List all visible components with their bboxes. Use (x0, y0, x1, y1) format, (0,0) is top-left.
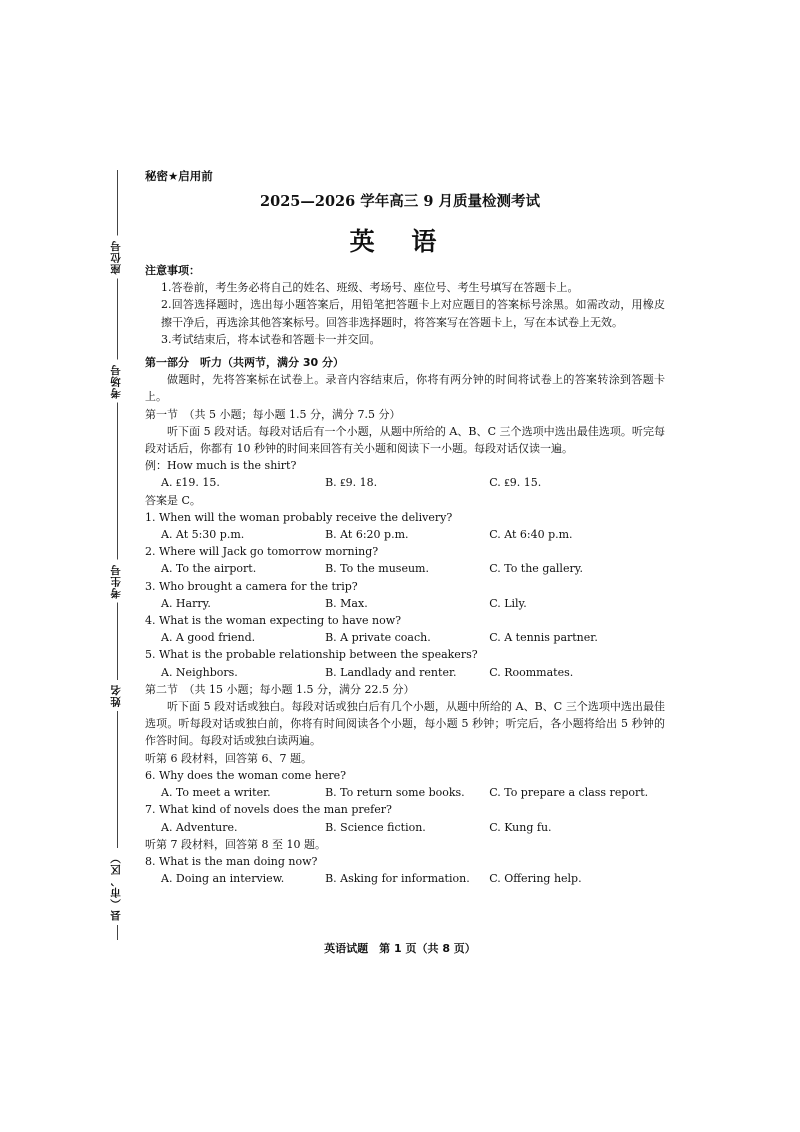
question-text: 5. What is the probable relationship between the speakers? (145, 648, 478, 662)
county-label: 县（市、区） (108, 848, 126, 925)
option-b: B. Max. (325, 596, 368, 610)
exam-title: 2025—2026 学年高三 9 月质量检测考试 (260, 193, 540, 210)
exam-content (145, 262, 665, 887)
question-options (145, 526, 665, 543)
student-number-label: 考生号 (108, 560, 126, 603)
part1-heading: 第一部分 听力（共两节，满分 30 分） (145, 356, 344, 370)
question-text: 6. Why does the woman come here? (145, 768, 347, 782)
seat-number-label: 座位号 (108, 236, 126, 279)
notice-heading: 注意事项： (145, 264, 200, 277)
option-b: B. Landlady and renter. (325, 665, 457, 679)
section1-heading: 第一节 （共 5 小题；每小题 1.5 分，满分 7.5 分） (145, 407, 401, 421)
section2-questions-b (145, 853, 665, 887)
example-option-c: C. ₤9. 15. (489, 476, 542, 490)
section2-intro: 听下面 5 段对话或独白。每段对话或独白后有几个小题，从题中所给的 A、B、C 三个选项中选出最佳选项。听每段对话或独白前，你将有时间阅读各个小题，每小题 5 秒钟；听完后，各小题将给出 5 秒钟的作答时间。每段对话或独白读两遍。 (145, 700, 665, 748)
question-options (145, 819, 665, 836)
example-options (145, 474, 665, 491)
option-c: C. At 6:40 p.m. (489, 528, 573, 542)
option-c: C. Offering help. (489, 872, 582, 886)
option-a: A. Adventure. (161, 820, 238, 834)
question-options (145, 664, 665, 681)
option-b: B. To return some books. (325, 786, 465, 800)
option-c: C. To prepare a class report. (489, 786, 649, 800)
notice-item-3: 3.考试结束后，将本试卷和答题卡一并交回。 (161, 332, 381, 346)
exam-room-label: 考场号 (108, 360, 126, 403)
option-a: A. To meet a writer. (161, 786, 271, 800)
question-text: 4. What is the woman expecting to have now? (145, 614, 402, 628)
option-c: C. To the gallery. (489, 562, 583, 576)
question-options (145, 595, 665, 612)
confidential-mark: 秘密★启用前 (145, 169, 213, 183)
option-b: B. Asking for information. (325, 872, 470, 886)
option-a: A. At 5:30 p.m. (161, 528, 245, 542)
example-option-b: B. ₤9. 18. (325, 476, 378, 490)
material-7-instruction: 听第 7 段材料，回答第 8 至 10 题。 (145, 837, 326, 851)
option-a: A. Doing an interview. (161, 872, 285, 886)
option-a: A. Harry. (161, 596, 211, 610)
notice-item-2: 2.回答选择题时，选出每小题答案后，用铅笔把答题卡上对应题目的答案标号涂黑。如需改动，用橡皮擦干净后，再选涂其他答案标号。回答非选择题时，将答案写在答题卡上，写在本试卷上无效。 (161, 298, 665, 329)
option-a: A. Neighbors. (161, 665, 238, 679)
question-text: 2. Where will Jack go tomorrow morning? (145, 545, 379, 559)
option-b: B. A private coach. (325, 631, 431, 645)
option-b: B. Science fiction. (325, 820, 426, 834)
question-text: 8. What is the man doing now? (145, 854, 318, 868)
question-text: 7. What kind of novels does the man prefer? (145, 803, 392, 817)
notice-item-1: 1.答卷前，考生务必将自己的姓名、班级、考场号、座位号、考生号填写在答题卡上。 (161, 281, 579, 295)
subject-title: 英 语 (349, 227, 451, 256)
example-option-a: A. ₤19. 15. (161, 476, 220, 490)
option-c: C. Kung fu. (489, 820, 552, 834)
question-options (145, 870, 665, 887)
question-text: 1. When will the woman probably receive the delivery? (145, 510, 453, 524)
question-options (145, 784, 665, 801)
example-answer: 答案是 C。 (145, 493, 201, 507)
option-b: B. To the museum. (325, 562, 429, 576)
question-options (145, 560, 665, 577)
option-a: A. To the airport. (161, 562, 257, 576)
section1-intro: 听下面 5 段对话。每段对话后有一个小题，从题中所给的 A、B、C 三个选项中选出最佳选项。听完每段对话后，你都有 10 秒钟的时间来回答有关小题和阅读下一小题。每段对话仅读一遍。 (145, 424, 665, 456)
section2-heading: 第二节 （共 15 小题；每小题 1.5 分，满分 22.5 分） (145, 682, 415, 696)
section2-questions-a (145, 767, 665, 836)
question-text: 3. Who brought a camera for the trip? (145, 579, 358, 593)
binding-line (117, 170, 118, 940)
part1-intro: 做题时，先将答案标在试卷上。录音内容结束后，你将有两分钟的时间将试卷上的答案转涂到答题卡上。 (145, 373, 665, 404)
example-question: 例：How much is the shirt? (145, 459, 297, 473)
option-a: A. A good friend. (161, 631, 256, 645)
material-6-instruction: 听第 6 段材料，回答第 6、7 题。 (145, 751, 312, 765)
option-c: C. Lily. (489, 596, 527, 610)
name-label: 姓名 (108, 680, 126, 711)
question-options (145, 629, 665, 646)
section1-questions (145, 509, 665, 681)
page-footer: 英语试题 第 1 页（共 8 页） (324, 942, 476, 955)
option-c: C. A tennis partner. (489, 631, 598, 645)
option-b: B. At 6:20 p.m. (325, 528, 409, 542)
option-c: C. Roommates. (489, 665, 574, 679)
